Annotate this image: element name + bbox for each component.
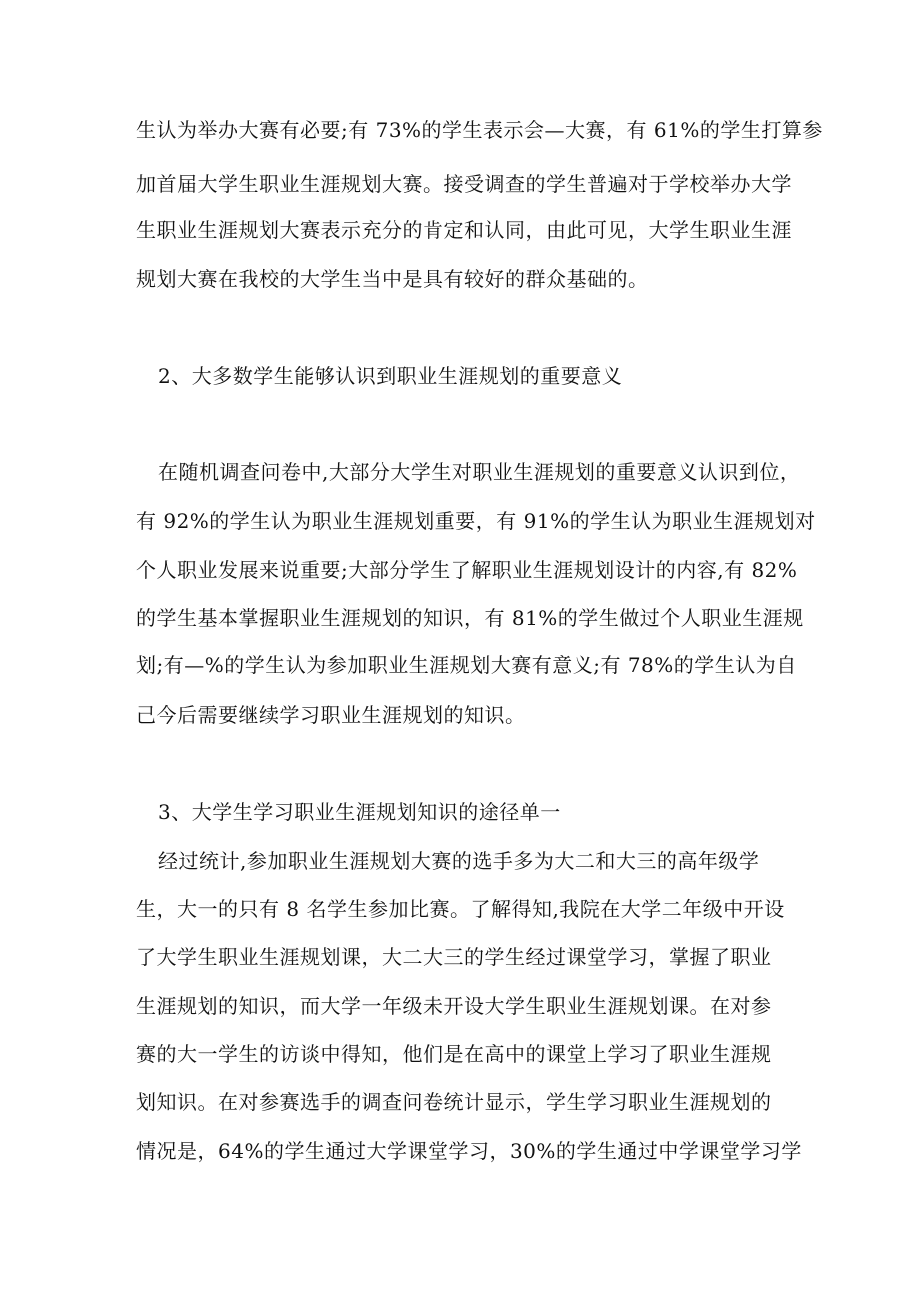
paragraph-2-line-4: 的学生基本掌握职业生涯规划的知识，有 81%的学生做过个人职业生涯规 bbox=[136, 606, 804, 630]
paragraph-3-line-4: 生涯规划的知识，而大学一年级未开设大学生职业生涯规划课。在对参 bbox=[136, 994, 772, 1018]
paragraph-3-line-7: 情况是，64%的学生通过大学课堂学习，30%的学生通过中学课堂学习学 bbox=[136, 1139, 802, 1163]
paragraph-2-line-1: 在随机调查问卷中,大部分大学生对职业生涯规划的重要意义认识到位， bbox=[158, 460, 801, 484]
paragraph-3-line-2: 生，大一的只有 8 名学生参加比赛。了解得知,我院在大学二年级中开设 bbox=[136, 897, 785, 921]
paragraph-2-line-3: 个人职业发展来说重要;大部分学生了解职业生涯规划设计的内容,有 82% bbox=[136, 558, 798, 582]
paragraph-2-line-5: 划;有—%的学生认为参加职业生涯规划大赛有意义;有 78%的学生认为自 bbox=[136, 653, 797, 677]
paragraph-2-line-6: 己今后需要继续学习职业生涯规划的知识。 bbox=[136, 703, 526, 727]
paragraph-1-line-2: 加首届大学生职业生涯规划大赛。接受调查的学生普遍对于学校举办大学 bbox=[136, 172, 792, 196]
paragraph-3-line-6: 划知识。在对参赛选手的调查问卷统计显示，学生学习职业生涯规划的 bbox=[136, 1090, 772, 1114]
paragraph-3-line-3: 了大学生职业生涯规划课，大二大三的学生经过课堂学习，掌握了职业 bbox=[136, 945, 772, 969]
paragraph-3-line-1: 经过统计,参加职业生涯规划大赛的选手多为大二和大三的高年级学 bbox=[158, 849, 760, 873]
paragraph-1-line-1: 生认为举办大赛有必要;有 73%的学生表示会—大赛，有 61%的学生打算参 bbox=[136, 118, 823, 142]
paragraph-1-line-3: 生职业生涯规划大赛表示充分的肯定和认同，由此可见，大学生职业生涯 bbox=[136, 218, 792, 242]
section-heading-3: 3、大学生学习职业生涯规划知识的途径单一 bbox=[158, 800, 561, 824]
paragraph-2-line-2: 有 92%的学生认为职业生涯规划重要，有 91%的学生认为职业生涯规划对 bbox=[136, 509, 816, 533]
paragraph-3-line-5: 赛的大一学生的访谈中得知，他们是在高中的课堂上学习了职业生涯规 bbox=[136, 1042, 772, 1066]
paragraph-1-line-4: 规划大赛在我校的大学生当中是具有较好的群众基础的。 bbox=[136, 267, 649, 291]
section-heading-2: 2、大多数学生能够认识到职业生涯规划的重要意义 bbox=[158, 364, 623, 388]
